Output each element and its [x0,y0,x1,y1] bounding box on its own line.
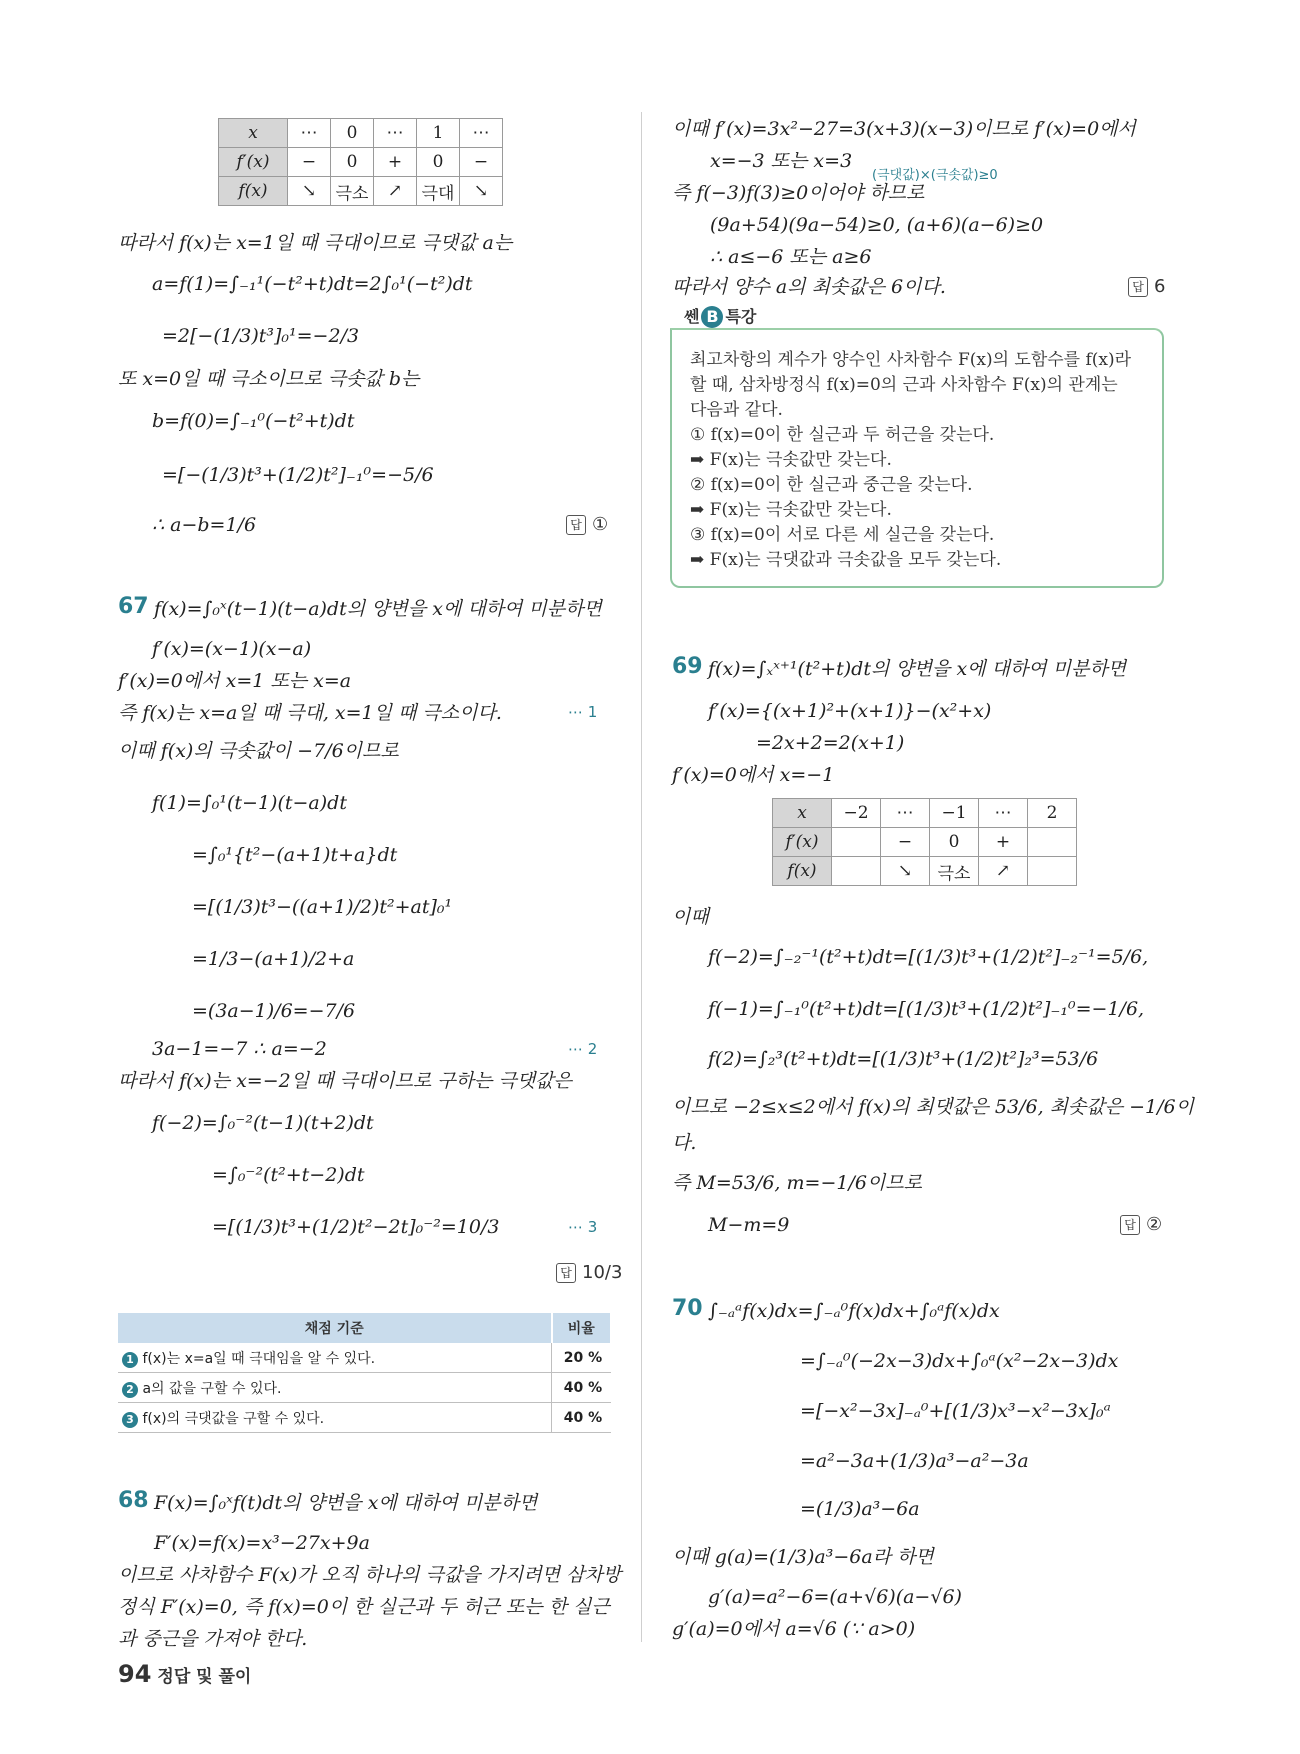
p69-line-5: 이때 [672,906,709,928]
p70-line-2: =∫₋ₐ⁰(−2x−3)dx+∫₀ᵃ(x²−2x−3)dx [800,1350,1119,1372]
p68-line-2: F′(x)=f(x)=x³−27x+9a [154,1532,370,1554]
right-line-5: ∴ a≤−6 또는 a≥6 [710,246,872,268]
p70-line-7: g′(a)=a²−6=(a+√6)(a−√6) [708,1586,962,1608]
table-cell: −1 [930,799,979,828]
table-cell: f(x) [773,857,832,886]
table-row [219,119,503,148]
table-cell: 2 [1028,799,1077,828]
p69-line-11: 즉 M=53/6, m=−1/6이므로 [672,1172,923,1194]
p67-line-8: =[(1/3)t³−((a+1)/2)t²+at]₀¹ [192,896,453,918]
p67-line-12: 따라서 f(x)는 x=−2일 때 극대이므로 구하는 극댓값은 [118,1070,572,1092]
p68-line-4: 정식 F′(x)=0, 즉 f(x)=0이 한 실근과 두 허근 또는 한 실근 [118,1596,610,1618]
answer-label: 답 [1128,277,1148,297]
grading-row [118,1403,611,1433]
p67-line-4: 즉 f(x)는 x=a일 때 극대, x=1일 때 극소이다. [118,702,502,724]
p67-line-13: f(−2)=∫₀⁻²(t−1)(t+2)dt [152,1112,374,1134]
table-row [773,857,1077,886]
answer-value: 10/3 [582,1262,623,1283]
p67-line-2: f′(x)=(x−1)(x−a) [152,638,312,660]
side-note: (극댓값)×(극솟값)≥0 [872,168,998,183]
p67-line-3: f′(x)=0에서 x=1 또는 x=a [118,670,352,692]
p67-line-5: 이때 f(x)의 극솟값이 −7/6이므로 [118,740,399,762]
sign-table-2 [772,798,1077,886]
grading-text: a의 값을 구할 수 있다. [142,1380,282,1397]
grading-table [118,1313,612,1433]
table-cell: 1 [417,119,460,148]
table-row [219,148,503,177]
answer-value: ② [1146,1214,1163,1235]
grading-text: f(x)의 극댓값을 구할 수 있다. [142,1410,325,1427]
grading-ratio: 40 % [552,1403,612,1433]
p69-line-4: f′(x)=0에서 x=−1 [672,764,835,786]
table-cell: + [979,828,1028,857]
step-circle-icon: 3 [122,1412,138,1428]
left-line-3: =2[−(1/3)t³]₀¹=−2/3 [162,325,360,347]
p69-line-6: f(−2)=∫₋₂⁻¹(t²+t)dt=[(1/3)t³+(1/2)t²]₋₂⁻¹=5/6, [708,946,1149,968]
left-line-7: ∴ a−b=1/6 [152,514,257,536]
tip-line-9: ➡ F(x)는 극댓값과 극솟값을 모두 갖는다. [690,550,1002,570]
table-cell: + [374,148,417,177]
table-cell: − [288,148,331,177]
table-cell: 0 [930,828,979,857]
table-cell: x [773,799,832,828]
step-circle-icon: 2 [122,1382,138,1398]
table-cell: − [881,828,930,857]
table-cell: 극대 [417,177,460,206]
table-cell: f(x) [219,177,288,206]
table-cell: ↘ [881,857,930,886]
tip-line-2: 할 때, 삼차방정식 f(x)=0의 근과 사차함수 F(x)의 관계는 [690,375,1118,395]
step-mark-3: ⋯ 3 [568,1218,598,1236]
table-cell: ⋯ [460,119,503,148]
p67-line-14: =∫₀⁻²(t²+t−2)dt [212,1164,365,1186]
p69-line-12: M−m=9 [708,1214,790,1236]
table-cell: x [219,119,288,148]
table-cell: 0 [331,119,374,148]
p67-line-6: f(1)=∫₀¹(t−1)(t−a)dt [152,792,347,814]
answer-label: 답 [1120,1215,1140,1235]
grading-header-ratio: 비율 [552,1313,612,1343]
table-cell [1028,828,1077,857]
answer-label: 답 [566,515,586,535]
grading-criteria [118,1373,552,1403]
table-cell: ⋯ [979,799,1028,828]
p69-line-8: f(2)=∫₂³(t²+t)dt=[(1/3)t³+(1/2)t²]₂³=53/6 [708,1048,1099,1070]
table-cell: ⋯ [374,119,417,148]
left-line-6: =[−(1/3)t³+(1/2)t²]₋₁⁰=−5/6 [162,464,434,486]
p69-line-3: =2x+2=2(x+1) [756,732,905,754]
column-divider [641,112,642,1642]
table-cell: f′(x) [219,148,288,177]
p69-line-2: f′(x)={(x+1)²+(x+1)}−(x²+x) [708,700,992,722]
sign-table-1 [218,118,503,206]
p67-line-11: 3a−1=−7 ∴ a=−2 [152,1038,327,1060]
step-mark-2: ⋯ 2 [568,1040,598,1058]
answer-69 [1120,1214,1162,1235]
grading-ratio: 40 % [552,1373,612,1403]
grading-text: f(x)는 x=a일 때 극대임을 알 수 있다. [142,1350,376,1367]
tip-title-c: 특강 [725,307,757,326]
p70-line-6: 이때 g(a)=(1/3)a³−6a라 하면 [672,1546,934,1568]
table-cell: 0 [331,148,374,177]
p67-line-7: =∫₀¹{t²−(a+1)t+a}dt [192,844,398,866]
problem-number-68: 68 [118,1488,149,1513]
table-cell: 0 [417,148,460,177]
right-line-4: (9a+54)(9a−54)≥0, (a+6)(a−6)≥0 [710,214,1044,236]
left-line-2: a=f(1)=∫₋₁¹(−t²+t)dt=2∫₀¹(−t²)dt [152,273,473,295]
answer-68 [1128,276,1165,297]
p70-line-1: ∫₋ₐᵃf(x)dx=∫₋ₐ⁰f(x)dx+∫₀ᵃf(x)dx [708,1300,1000,1322]
p70-line-5: =(1/3)a³−6a [800,1498,920,1520]
p68-line-1: F(x)=∫₀ˣf(t)dt의 양변을 x에 대하여 미분하면 [154,1492,538,1514]
table-cell: −2 [832,799,881,828]
footer-label: 정답 및 풀이 [157,1667,252,1687]
table-cell [1028,857,1077,886]
table-cell: ⋯ [288,119,331,148]
p67-line-1: f(x)=∫₀ˣ(t−1)(t−a)dt의 양변을 x에 대하여 미분하면 [154,598,602,620]
p70-line-4: =a²−3a+(1/3)a³−a²−3a [800,1450,1029,1472]
p68-line-3: 이므로 사차함수 F(x)가 오직 하나의 극값을 가지려면 삼차방 [118,1564,622,1586]
table-cell [832,828,881,857]
answer-value: 6 [1154,276,1166,297]
tip-line-4: ① f(x)=0이 한 실근과 두 허근을 갖는다. [690,425,995,445]
grading-row [118,1373,611,1403]
table-cell: f′(x) [773,828,832,857]
table-cell: ↘ [288,177,331,206]
table-cell: ⋯ [881,799,930,828]
p69-line-1: f(x)=∫ₓˣ⁺¹(t²+t)dt의 양변을 x에 대하여 미분하면 [708,658,1127,680]
p68-line-5: 과 중근을 가져야 한다. [118,1628,308,1650]
tip-title [684,304,756,328]
left-line-5: b=f(0)=∫₋₁⁰(−t²+t)dt [152,410,355,432]
tip-title-a: 쎈 [684,307,700,326]
table-cell: 극소 [930,857,979,886]
right-line-2: x=−3 또는 x=3 [710,150,853,172]
problem-number-67: 67 [118,594,149,619]
grading-criteria [118,1343,552,1373]
table-row [219,177,503,206]
answer-67 [556,1262,622,1283]
right-line-1: 이때 f′(x)=3x²−27=3(x+3)(x−3)이므로 f′(x)=0에서 [672,118,1136,140]
tip-line-8: ③ f(x)=0이 서로 다른 세 실근을 갖는다. [690,525,995,545]
table-cell: ↘ [460,177,503,206]
p67-line-9: =1/3−(a+1)/2+a [192,948,355,970]
answer-value: ① [592,514,609,535]
grading-criteria [118,1403,552,1433]
tip-line-3: 다음과 같다. [690,400,783,420]
problem-number-69: 69 [672,654,703,679]
page-number: 94 [118,1660,152,1688]
table-cell: 극소 [331,177,374,206]
grading-row [118,1343,611,1373]
problem-number-70: 70 [672,1296,703,1321]
table-cell: ↗ [979,857,1028,886]
right-line-6: 따라서 양수 a의 최솟값은 6이다. [672,276,946,298]
p70-line-3: =[−x²−3x]₋ₐ⁰+[(1/3)x³−x²−3x]₀ᵃ [800,1400,1111,1422]
tip-title-b: B [701,306,723,328]
table-row [773,799,1077,828]
grading-header-criteria: 채점 기준 [118,1313,552,1343]
table-cell: − [460,148,503,177]
grading-ratio: 20 % [552,1343,612,1373]
table-row [773,828,1077,857]
answer-label: 답 [556,1263,576,1283]
table-cell: ↗ [374,177,417,206]
p69-line-10: 다. [672,1132,697,1154]
tip-line-5: ➡ F(x)는 극솟값만 갖는다. [690,450,892,470]
p67-line-15: =[(1/3)t³+(1/2)t²−2t]₀⁻²=10/3 [212,1216,500,1238]
right-line-3: 즉 f(−3)f(3)≥0이어야 하므로 [672,182,925,204]
table-cell [832,857,881,886]
step-circle-icon: 1 [122,1352,138,1368]
p67-line-10: =(3a−1)/6=−7/6 [192,1000,356,1022]
tip-line-6: ② f(x)=0이 한 실근과 중근을 갖는다. [690,475,973,495]
p69-line-7: f(−1)=∫₋₁⁰(t²+t)dt=[(1/3)t³+(1/2)t²]₋₁⁰=−1/6, [708,998,1145,1020]
answer-66 [566,514,608,535]
tip-line-1: 최고차항의 계수가 양수인 사차함수 F(x)의 도함수를 f(x)라 [690,350,1132,370]
left-line-4: 또 x=0일 때 극소이므로 극솟값 b는 [118,368,420,390]
p69-line-9: 이므로 −2≤x≤2에서 f(x)의 최댓값은 53/6, 최솟값은 −1/6이 [672,1096,1194,1118]
left-line-1: 따라서 f(x)는 x=1일 때 극대이므로 극댓값 a는 [118,232,513,254]
page-footer [118,1660,251,1688]
p70-line-8: g′(a)=0에서 a=√6 (∵ a>0) [672,1618,916,1640]
step-mark-1: ⋯ 1 [568,703,598,721]
tip-line-7: ➡ F(x)는 극솟값만 갖는다. [690,500,892,520]
